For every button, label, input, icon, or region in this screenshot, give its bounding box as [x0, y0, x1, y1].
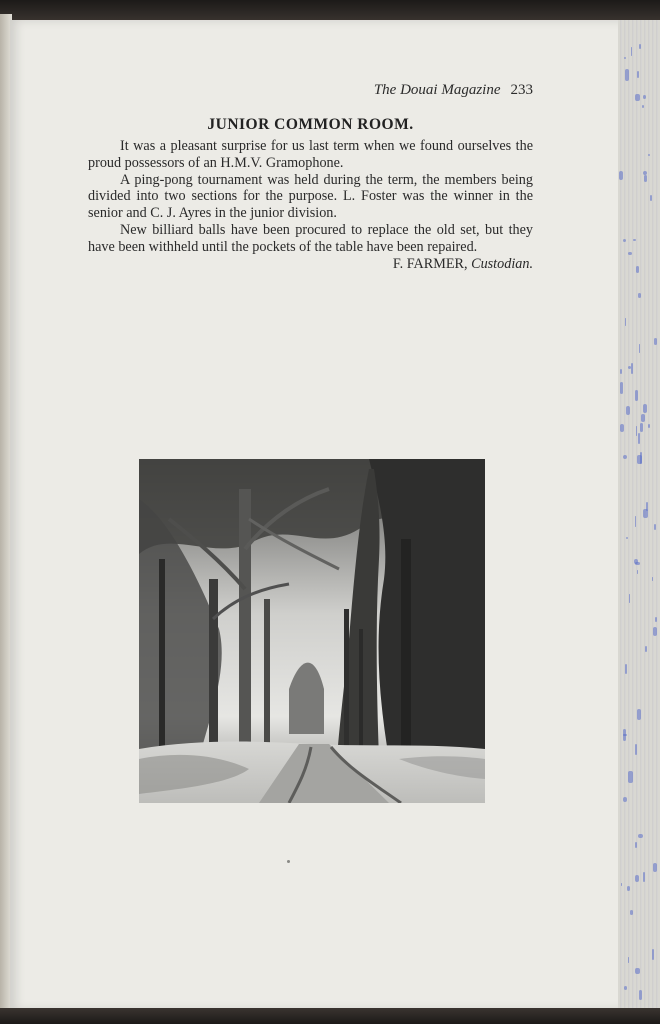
edge-speckle — [637, 455, 642, 464]
edge-speckle — [638, 433, 639, 444]
article-body — [88, 138, 533, 272]
edge-speckle — [637, 709, 641, 720]
edge-speckle — [653, 863, 657, 871]
edge-speckle — [623, 729, 626, 741]
edge-speckle — [638, 834, 642, 837]
edge-speckle — [635, 562, 640, 565]
edge-speckle — [635, 968, 640, 974]
edge-speckle — [627, 886, 630, 890]
edge-speckle — [643, 404, 647, 414]
edge-speckle — [643, 95, 646, 99]
edge-speckle — [621, 883, 622, 886]
edge-speckle — [642, 105, 645, 108]
edge-speckle — [637, 570, 638, 574]
edge-speckle — [629, 594, 631, 603]
edge-speckle — [631, 363, 632, 374]
page-stack-fore-edge — [618, 20, 660, 1010]
section-heading: JUNIOR COMMON ROOM. — [207, 116, 414, 133]
edge-speckle — [645, 646, 647, 652]
edge-speckle — [654, 524, 655, 530]
edge-speckle — [635, 842, 638, 848]
edge-speckle — [625, 318, 626, 326]
edge-speckle — [628, 957, 629, 963]
edge-speckle — [654, 338, 657, 345]
edge-speckle — [646, 502, 648, 510]
snowy-woodland-photo — [139, 459, 485, 803]
edge-speckle — [626, 406, 630, 415]
edge-speckle — [637, 71, 639, 78]
edge-speckle — [631, 47, 632, 56]
edge-speckle — [628, 366, 630, 370]
edge-speckle — [620, 382, 623, 394]
edge-speckle — [628, 252, 632, 255]
edge-speckle — [640, 423, 642, 433]
edge-speckle — [635, 516, 636, 527]
edge-speckle — [635, 94, 640, 102]
edge-speckle — [648, 424, 649, 428]
edge-speckle — [636, 266, 639, 273]
edge-speckle — [630, 910, 633, 916]
edge-speckle — [650, 195, 652, 201]
edge-speckle — [639, 990, 643, 1000]
billiards-text: New billiard balls have been procured to replace the old set, but they have been withheld until the pockets of the table have been repaired. — [88, 221, 533, 255]
book-binding-top — [0, 0, 660, 22]
paragraph-billiards — [88, 221, 533, 272]
edge-speckle — [655, 617, 657, 622]
edge-speckle — [635, 390, 638, 401]
edge-speckle — [639, 344, 641, 354]
paragraph-ping-pong: A ping-pong tournament was held during the term, the members being divided into two sections for the purpose. L. Foster was the winner in the senior and C. J. Ayres in the junior division. — [88, 171, 533, 222]
edge-speckle — [635, 744, 637, 755]
page-number: 233 — [510, 82, 533, 98]
edge-speckle — [652, 949, 655, 960]
edge-speckle — [633, 239, 636, 241]
edge-speckle — [626, 537, 628, 539]
edge-speckle — [620, 369, 622, 374]
edge-speckle — [643, 171, 647, 175]
edge-speckle — [652, 577, 653, 581]
running-head — [88, 82, 533, 99]
edge-speckle — [624, 986, 627, 990]
book-binding-bottom — [0, 1008, 660, 1024]
edge-speckle — [625, 664, 627, 673]
edge-speckle — [620, 424, 624, 432]
magazine-title: The Douai Magazine — [373, 82, 501, 98]
paragraph-gramophone: It was a pleasant surprise for us last term when we found ourselves the proud possessors of an H.M.V. Gramophone. — [88, 138, 533, 171]
edge-speckle — [643, 872, 645, 882]
edge-speckle — [648, 154, 650, 156]
edge-speckle — [638, 293, 640, 297]
edge-speckle — [635, 875, 638, 882]
edge-speckle — [624, 57, 625, 59]
edge-speckle — [623, 455, 628, 459]
page-blemish — [287, 860, 290, 863]
edge-speckle — [628, 771, 632, 783]
signature — [393, 256, 533, 273]
edge-speckle — [623, 239, 626, 242]
edge-speckle — [644, 175, 647, 182]
edge-speckle — [636, 426, 637, 436]
edge-speckle — [625, 69, 630, 81]
edge-speckle — [623, 797, 628, 802]
edge-speckle — [619, 171, 623, 180]
edge-speckle — [639, 44, 641, 50]
edge-speckle — [641, 414, 645, 423]
signature-name: F. FARMER, — [392, 255, 468, 272]
signature-role: Custodian. — [471, 255, 533, 272]
edge-speckle — [653, 627, 657, 636]
